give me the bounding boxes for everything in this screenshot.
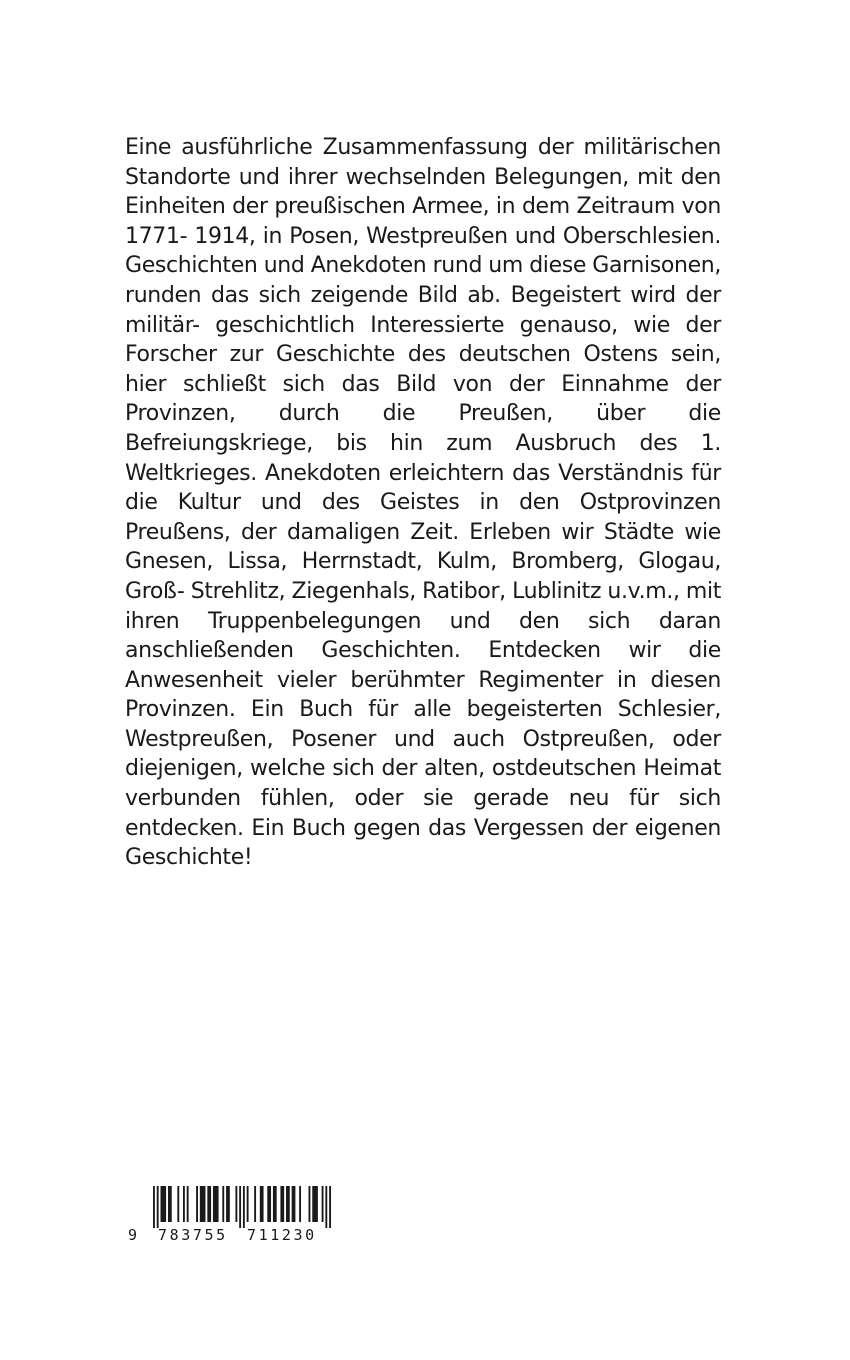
barcode-bar-23 [292,1186,296,1222]
barcode-bar-5 [183,1186,185,1222]
barcode-bar-1 [157,1186,159,1228]
barcode-bar-6 [187,1186,189,1222]
barcode-bar-25 [309,1186,311,1222]
barcode-left-group: 783755 [158,1226,228,1244]
barcode-bar-13 [235,1186,237,1222]
barcode-bar-2 [160,1186,166,1222]
barcode-bar-11 [222,1186,224,1222]
barcode-right-group: 711230 [247,1226,317,1244]
barcode-bar-17 [254,1186,256,1222]
barcode-bar-28 [325,1186,327,1228]
barcode-bar-21 [280,1186,284,1222]
barcode-bar-15 [243,1186,245,1228]
barcode-bars [153,1186,331,1228]
barcode-bar-22 [286,1186,290,1222]
barcode-bar-19 [267,1186,271,1222]
barcode-digits [128,1224,317,1246]
back-cover-blurb: Eine ausführliche Zusammenfassung der militärischen Standorte und ihrer wechselnden Belegungen, mit den Einheiten der preußischen Armee, in dem Zeitraum von 1771- 1914, in Posen, Westpreußen und Oberschlesien. Geschichten und Anekdoten rund um diese Garnisonen, runden das sich zeigende Bild ab. Begeistert wird der militär- geschichtlich Interessierte genauso, wie der Forscher zur Geschichte des deutschen Ostens sein, hier schließt sich das Bild von der Einnahme der Provinzen, durch die Preußen, über die Befreiungskriege, bis hin zum Ausbruch des 1. Weltkrieges. Anekdoten erleichtern das Verständnis für die Kultur und des Geistes in den Ostprovinzen Preußens, der damaligen Zeit. Erleben wir Städte wie Gnesen, Lissa, Herrnstadt, Kulm, Bromberg, Glogau, Groß- Strehlitz, Ziegenhals, Ratibor, Lublinitz u.v.m., mit ihren Truppenbelegungen und den sich daran anschließenden Geschichten. Entdecken wir die Anwesenheit vieler berühmter Regimenter in diesen Provinzen. Ein Buch für alle begeisterten Schlesier, Westpreußen, Posener und auch Ostpreußen, oder diejenigen, welche sich der alten, ostdeutschen Heimat verbunden fühlen, oder sie gerade neu für sich entdecken. Ein Buch gegen das Vergessen der eigenen Geschichte! [125,135,721,871]
barcode-bar-4 [177,1186,179,1222]
barcode-bar-20 [273,1186,277,1222]
barcode-lead-digit: 9 [128,1226,138,1244]
barcode-bar-12 [226,1186,230,1222]
barcode-bar-16 [247,1186,249,1222]
barcode-bar-10 [213,1186,219,1222]
barcode-bar-9 [207,1186,211,1222]
barcode-bar-7 [196,1186,198,1222]
barcode-bar-14 [239,1186,241,1228]
barcode-bar-0 [153,1186,155,1228]
barcode-bar-27 [322,1186,324,1222]
barcode-bar-3 [168,1186,172,1222]
barcode-bar-29 [329,1186,331,1228]
isbn-barcode [128,1186,338,1246]
barcode-bar-24 [299,1186,301,1222]
barcode-bar-18 [260,1186,264,1222]
barcode-bar-26 [312,1186,318,1222]
barcode-bar-8 [200,1186,206,1222]
